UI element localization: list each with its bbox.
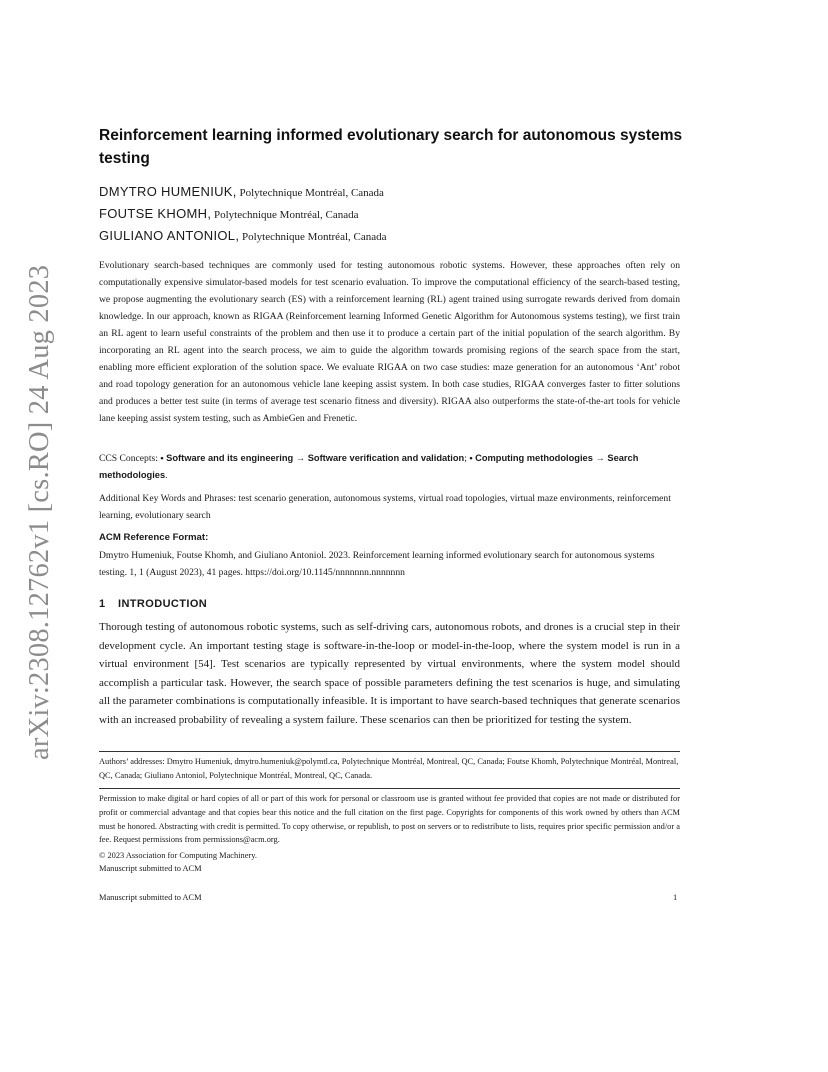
abstract: Evolutionary search-based techniques are commonly used for testing autonomous robotic systems. However, these approaches often rely on computationally expensive simulator-based models for test scenario evaluation. To improve the computational efficiency of the search-based testing, we propose augmenting the evolutionary search (ES) with a reinforcement learning (RL) agent trained using surrogate rewards derived from domain knowledge. In our approach, known as RIGAA (Reinforcement learning Informed Genetic Algorithm for Autonomous systems testing), we first train an RL agent to learn useful constraints of the problem and then use it to produce a certain part of the initial population of the search algorithm. By incorporating an RL agent into the search process, we aim to guide the algorithm towards promising regions of the search space from the start, enabling more efficient exploration of the solution space. We evaluate RIGAA on two case studies: maze generation for an autonomous ‘Ant’ robot and road topology generation for an autonomous vehicle lane keeping assist system. In both case studies, RIGAA converges faster to fitter solutions and produces a better test suite (in terms of average test scenario fitness and diversity). RIGAA also outperforms the state-of-the-art tools for vehicle lane keeping assist system testing, such as AmbieGen and Frenetic. [99, 260, 680, 424]
author-name: DMYTRO HUMENIUK, [99, 184, 237, 199]
author-line [99, 207, 359, 222]
section-number: 1 [99, 598, 106, 610]
footnote-divider [99, 751, 680, 752]
ccs-concept: • Computing methodologies → Search methodologies [99, 453, 639, 480]
introduction-paragraph: Thorough testing of autonomous robotic systems, such as self-driving cars, autonomous robots, and drones is a crucial step in their development cycle. An important testing stage is software-in-the-loop or model-in-the-loop, where the system model is run in a virtual environment [54]. Test scenarios are typically represented by virtual environments, where the system model should accomplish a particular task. However, the search space of possible parameters defining the test scenarios is huge, and simulating all the parameter combinations is computationally infeasible. It is important to have search-based techniques that generate scenarios with an increased probability of revealing a system failure. These scenarios can then be prioritized for testing the system. [99, 621, 680, 726]
author-name: FOUTSE KHOMH, [99, 206, 212, 221]
author-line [99, 185, 384, 200]
permission-notice: Permission to make digital or hard copies of all or part of this work for personal or classroom use is granted without fee provided that copies are not made or distributed for profit or commercial advantage and that copies bear this notice and the full citation on the first page. Copyrights for components of this work owned by others than ACM must be honored. Abstracting with credit is permitted. To copy otherwise, or republish, to post on servers or to redistribute to lists, requires prior specific permission and/or a fee. Request permissions from permissions@acm.org. [99, 794, 680, 845]
author-affiliation: Polytechnique Montréal, Canada [211, 209, 359, 221]
ccs-concept: • Software and its engineering → Software verification and validation [160, 453, 465, 463]
author-affiliation: Polytechnique Montréal, Canada [236, 187, 384, 199]
permission-divider [99, 788, 680, 789]
author-addresses: Authors’ addresses: Dmytro Humeniuk, dmytro.humeniuk@polymtl.ca, Polytechnique Montréal, Montreal, QC, Canada; Foutse Khomh, Polytechnique Montréal, Montreal, QC, Canada; Giuliano Antoniol, Polytechnique Montréal, Montreal, QC, Canada. [99, 757, 679, 780]
ccs-label: CCS Concepts: [99, 453, 161, 464]
copyright-notice: © 2023 Association for Computing Machinery. [99, 851, 257, 860]
section-heading [99, 597, 207, 611]
arxiv-identifier-stamp: arXiv:2308.12762v1 [cs.RO] 24 Aug 2023 [24, 264, 55, 760]
author-affiliation: Polytechnique Montréal, Canada [239, 231, 387, 243]
paper-title: Reinforcement learning informed evolutionary search for autonomous systems testing [99, 127, 683, 167]
ccs-separator: ; [464, 453, 470, 464]
manuscript-note: Manuscript submitted to ACM [99, 864, 202, 873]
page-number: 1 [673, 893, 678, 902]
footer-manuscript-note: Manuscript submitted to ACM [99, 893, 202, 902]
section-title: INTRODUCTION [118, 598, 208, 610]
ccs-concepts [99, 450, 680, 484]
keywords: Additional Key Words and Phrases: test scenario generation, autonomous systems, virtual road topologies, virtual maze environments, reinforcement learning, evolutionary search [99, 493, 671, 521]
acm-reference-text: Dmytro Humeniuk, Foutse Khomh, and Giuliano Antoniol. 2023. Reinforcement learning informed evolutionary search for autonomous systems testing. 1, 1 (August 2023), 41 pages. https://doi.org/10.1145/nnnnnnn.nnnnnnn [99, 550, 655, 578]
ccs-end: . [165, 470, 168, 481]
author-line [99, 229, 387, 244]
acm-reference-heading: ACM Reference Format: [99, 532, 209, 543]
author-name: GIULIANO ANTONIOL, [99, 228, 240, 243]
